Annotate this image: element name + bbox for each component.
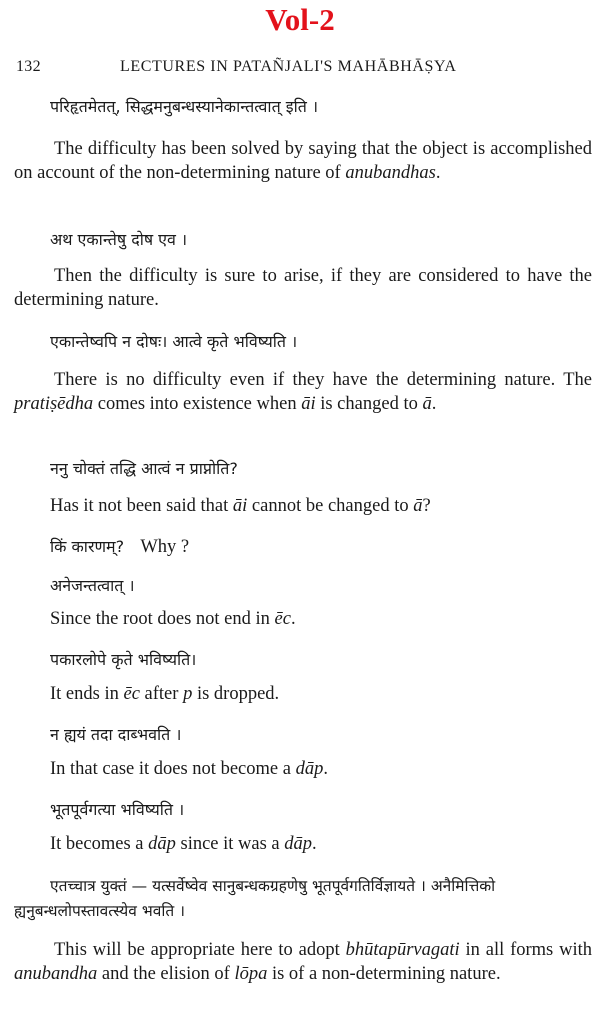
italic-term: p: [183, 684, 193, 704]
sanskrit-line-3: एकान्तेष्वपि न दोषः। आत्वे कृते भविष्यति ।: [50, 332, 298, 351]
italic-term: āi: [301, 394, 316, 414]
sanskrit-text: किं कारणम्?: [50, 537, 125, 556]
italic-term: dāp: [148, 834, 176, 854]
volume-label: Vol-2: [265, 2, 335, 37]
italic-term: bhūtapūrvagati: [345, 940, 460, 960]
text-span: In that case it does not become a: [50, 759, 296, 779]
italic-term: ā: [413, 496, 423, 516]
sanskrit-line-1: परिहृतमेतत्, सिद्धमनुबन्धस्यानेकान्तत्वात् इति ।: [50, 97, 319, 116]
sanskrit-line-2: अथ एकान्तेषु दोष एव ।: [50, 230, 188, 249]
english-line-9: [50, 832, 590, 856]
page-number: 132: [16, 58, 41, 75]
sanskrit-paragraph-10: एतच्चात्र युक्तं — यत्सर्वेष्वेव सानुबन्धकग्रहणेषु भूतपूर्वगतिर्विज्ञायते । अनैमित्तिको ह्यनुबन्धलोपस्तावत्स्येव भवति ।: [14, 877, 496, 920]
english-paragraph-10: [14, 938, 592, 986]
text-span: It becomes a: [50, 834, 149, 854]
text-span: .: [312, 834, 317, 854]
text-span: in all forms with: [459, 940, 592, 960]
text-span: .: [435, 163, 441, 183]
text-span: after: [139, 684, 184, 704]
italic-term: anubandha: [14, 964, 98, 984]
english-paragraph-3: [14, 368, 592, 416]
text-span: comes into existence when: [93, 394, 302, 414]
italic-term: āi: [232, 496, 248, 516]
text-span: and the elision of: [97, 964, 235, 984]
text-span: There is no difficulty even if they have the determining nature. The: [54, 370, 592, 390]
italic-term: dāp: [295, 759, 324, 779]
text-span: .: [431, 394, 437, 414]
english-line-7: [50, 682, 590, 706]
text-span: cannot be changed to: [247, 496, 414, 516]
sanskrit-line-6: अनेजन्तत्वात् ।: [50, 576, 135, 595]
english-paragraph-2: Then the difficulty is sure to arise, if they are considered to have the determining nature.: [14, 266, 592, 310]
text-span: ?: [422, 496, 431, 516]
text-span: since it was a: [175, 834, 285, 854]
english-line-4: [50, 494, 590, 518]
italic-term: ēc: [123, 684, 140, 704]
italic-term: lōpa: [234, 964, 268, 984]
text-span: .: [323, 759, 328, 779]
running-title: LECTURES IN PATAÑJALI'S MAHĀBHĀṢYA: [120, 58, 457, 75]
sanskrit-line-7: पकारलोपे कृते भविष्यति।: [50, 650, 197, 669]
text-span: is dropped.: [192, 684, 280, 704]
sanskrit-line-4: ननु चोक्तं तद्धि आत्वं न प्राप्नोति?: [50, 459, 238, 478]
text-span: The difficulty has been solved by saying that the object is accomplished on account of the non-determining nature of: [14, 139, 592, 183]
italic-term: anubandhas: [345, 163, 436, 183]
italic-term: ā: [422, 394, 432, 414]
sanskrit-question-line: [50, 535, 590, 559]
text-span: Has it not been said that: [50, 496, 233, 516]
text-span: is changed to: [315, 394, 423, 414]
sanskrit-line-8: न ह्ययं तदा दाब्भवति ।: [50, 725, 182, 744]
text-span: Since the root does not end in: [50, 609, 275, 629]
text-span: It ends in: [50, 684, 124, 704]
sanskrit-line-9: भूतपूर्वगत्या भविष्यति ।: [50, 800, 185, 819]
english-line-6: [50, 607, 590, 631]
english-paragraph-1: [14, 137, 592, 185]
text-span: .: [290, 609, 296, 629]
english-line-8: [50, 757, 590, 781]
english-text: Why ?: [140, 537, 190, 557]
text-span: This will be appropriate here to adopt: [54, 940, 346, 960]
italic-term: dāp: [284, 834, 313, 854]
text-span: is of a non-determining nature.: [267, 964, 501, 984]
italic-term: pratiṣēdha: [14, 394, 94, 414]
italic-term: ēc: [274, 609, 291, 629]
